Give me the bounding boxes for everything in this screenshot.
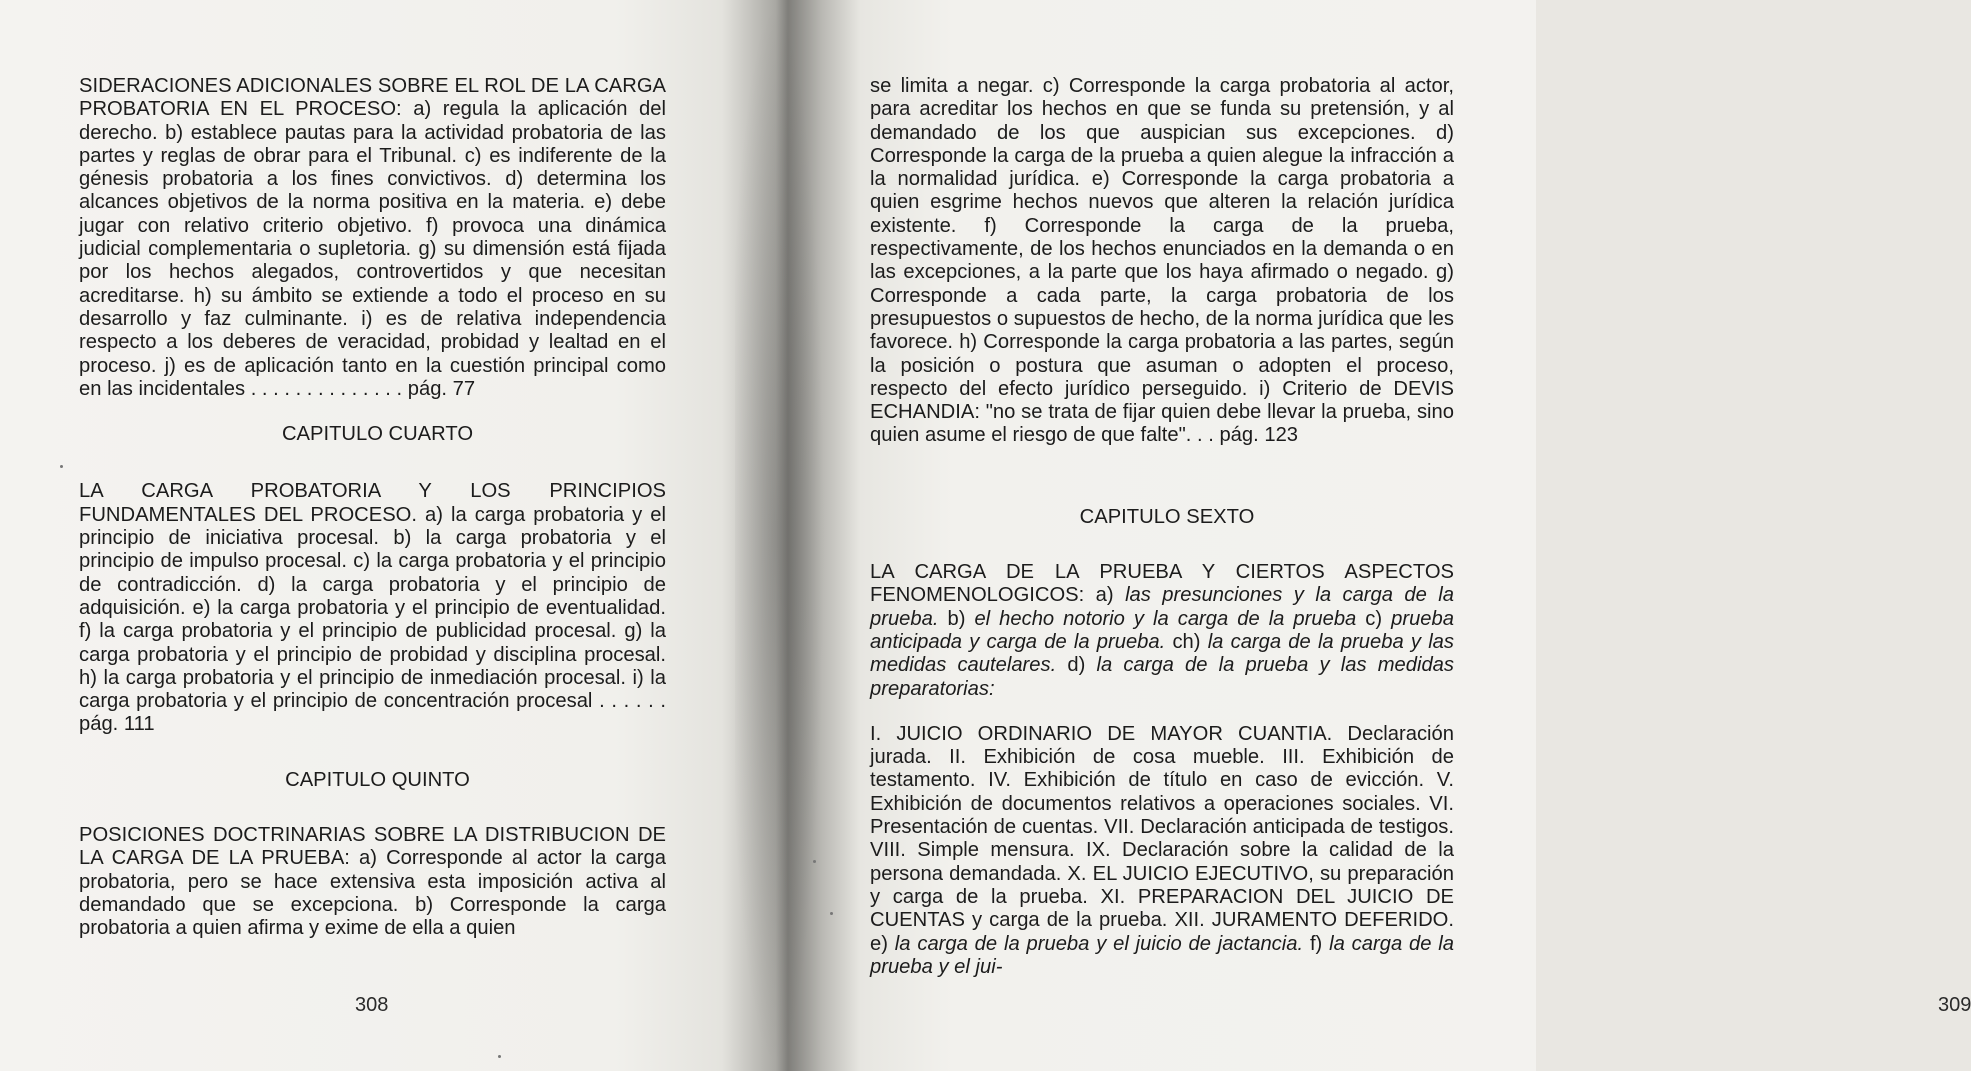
sexto-label-b: b): [938, 607, 975, 630]
juicio-text: I. JUICIO ORDINARIO DE MAYOR CUANTIA. Declaración jurada. II. Exhibición de cosa mueble. III. Exhibición de testamento. IV. Exhibición de título en caso de evicción. V. Exhibición de documentos relativos a operaciones sociales. VI. Presentación de cuentas. VII. Declaración anticipada de testigos. VIII. Simple mensura. IX. Declaración sobre la calidad de la persona demandada. X. EL JUICIO EJECUTIVO, su preparación y carga de la prueba. XI. PREPARACION DEL JUICIO DE CUENTAS y carga de la prueba. XII. JURAMENTO DEFERIDO. e): [870, 722, 1454, 955]
sexto-item-b: el hecho notorio y la carga de la prueba: [974, 607, 1357, 630]
sexto-item-d: la carga de la prueba y las medidas preparatorias:: [870, 654, 1455, 700]
paper-speck: [60, 465, 63, 468]
left-page: [0, 0, 760, 1071]
page-number-right: 309: [1938, 994, 1971, 1016]
sexto-lead: LA CARGA DE LA PRUEBA Y CIERTOS ASPECTOS FENOMENOLOGICOS: a): [870, 561, 1454, 607]
paper-speck: [813, 860, 816, 863]
sexto-label-ch: ch): [1165, 630, 1208, 653]
heading-capitulo-cuarto: CAPITULO CUARTO: [281, 423, 474, 446]
capitulo-sexto-paragraph: [870, 561, 1454, 701]
capitulo-quinto-paragraph: POSICIONES DOCTRINARIAS SOBRE LA DISTRIBUCION DE LA CARGA DE LA PRUEBA: a) Corresponde al actor la carga probatoria, pero se hace extensiva esta imposición activa al demandado que se excepciona. b) Corresponde la carga probatoria a quien afirma y exime de ella a quien: [79, 824, 666, 940]
right-page-text: [870, 75, 1454, 979]
capitulo-cuarto-paragraph: LA CARGA PROBATORIA Y LOS PRINCIPIOS FUNDAMENTALES DEL PROCESO. a) la carga probatoria y el principio de iniciativa procesal. b) la carga probatoria y el principio de impulso procesal. c) la carga probatoria y el principio de contradicción. d) la carga probatoria y el principio de adquisición. e) la carga probatoria y el principio de eventualidad. f) la carga probatoria y el principio de publicidad procesal. g) la carga probatoria y el principio de probidad y disciplina procesal. h) la carga probatoria y el principio de inmediación procesal. i) la carga probatoria y el principio de concentración procesal . . . . . . pág. 111: [79, 480, 666, 736]
sexto-label-c: c): [1356, 607, 1392, 630]
right-page: [800, 0, 1971, 1071]
juicio-label-f: f): [1303, 932, 1330, 955]
left-page-text: [79, 75, 666, 941]
sexto-label-d: d): [1056, 654, 1097, 677]
paper-speck: [830, 912, 833, 915]
sexto-item-c: prueba anticipada y carga de la prueba.: [870, 607, 1454, 653]
heading-capitulo-quinto: CAPITULO QUINTO: [285, 768, 470, 791]
intro-paragraph: SIDERACIONES ADICIONALES SOBRE EL ROL DE LA CARGA PROBATORIA EN EL PROCESO: a) regula la aplicación del derecho. b) establece pautas para la actividad probatoria de las partes y reglas de obrar para el Tribunal. c) es indiferente de la génesis probatoria a los fines convictivos. d) determina los alcances objetivos de la norma positiva en la materia. e) debe jugar con relativo criterio objetivo. f) provoca una dinámica judicial complementaria o supletoria. g) su dimensión está fijada por los hechos alegados, controvertidos y que necesitan acreditarse. h) su ámbito se extiende a todo el proceso en su desarrollo y faz culminante. i) es de relativa independencia respecto a los deberes de veracidad, probidad y lealtad en el proceso. j) es de aplicación tanto en la cuestión principal como en las incidentales . . . . . . . . . . . . . . pág. 77: [79, 75, 666, 400]
sexto-item-a: las presunciones y la carga de la prueba.: [870, 584, 1455, 630]
sexto-item-ch: la carga de la prueba y las medidas cautelares.: [870, 630, 1454, 677]
heading-capitulo-sexto: CAPITULO SEXTO: [1079, 505, 1255, 528]
continuation-paragraph: se limita a negar. c) Corresponde la carga probatoria al actor, para acreditar los hechos en que se funda su pretensión, y al demandado de los que auspician sus excepciones. d) Corresponde la carga de la prueba a quien alegue la infracción a la normalidad jurídica. e) Corresponde la carga probatoria a quien esgrime hechos nuevos que alteren la relación jurídica existente. f) Corresponde la carga de la prueba, respectivamente, de los hechos enunciados en la demanda o en las excepciones, a la parte que los haya afirmado o negado. g) Corresponde a cada parte, la carga probatoria de los presupuestos o supuestos de hecho, de la norma jurídica que les favorece. h) Corresponde la carga probatoria a las partes, según la posición o postura que asuman o adopten el proceso, respecto del efecto jurídico perseguido. i) Criterio de DEVIS ECHANDIA: "no se trata de fijar quien debe llevar la prueba, sino quien asume el riesgo de que falte". . . pág. 123: [870, 75, 1454, 447]
juicio-paragraph: [870, 723, 1454, 979]
paper-speck: [498, 1055, 501, 1058]
page-number-left: 308: [355, 994, 389, 1016]
juicio-item-e: la carga de la prueba y el juicio de jactancia.: [894, 932, 1304, 955]
juicio-item-f: la carga de la prueba y el jui-: [870, 932, 1455, 978]
